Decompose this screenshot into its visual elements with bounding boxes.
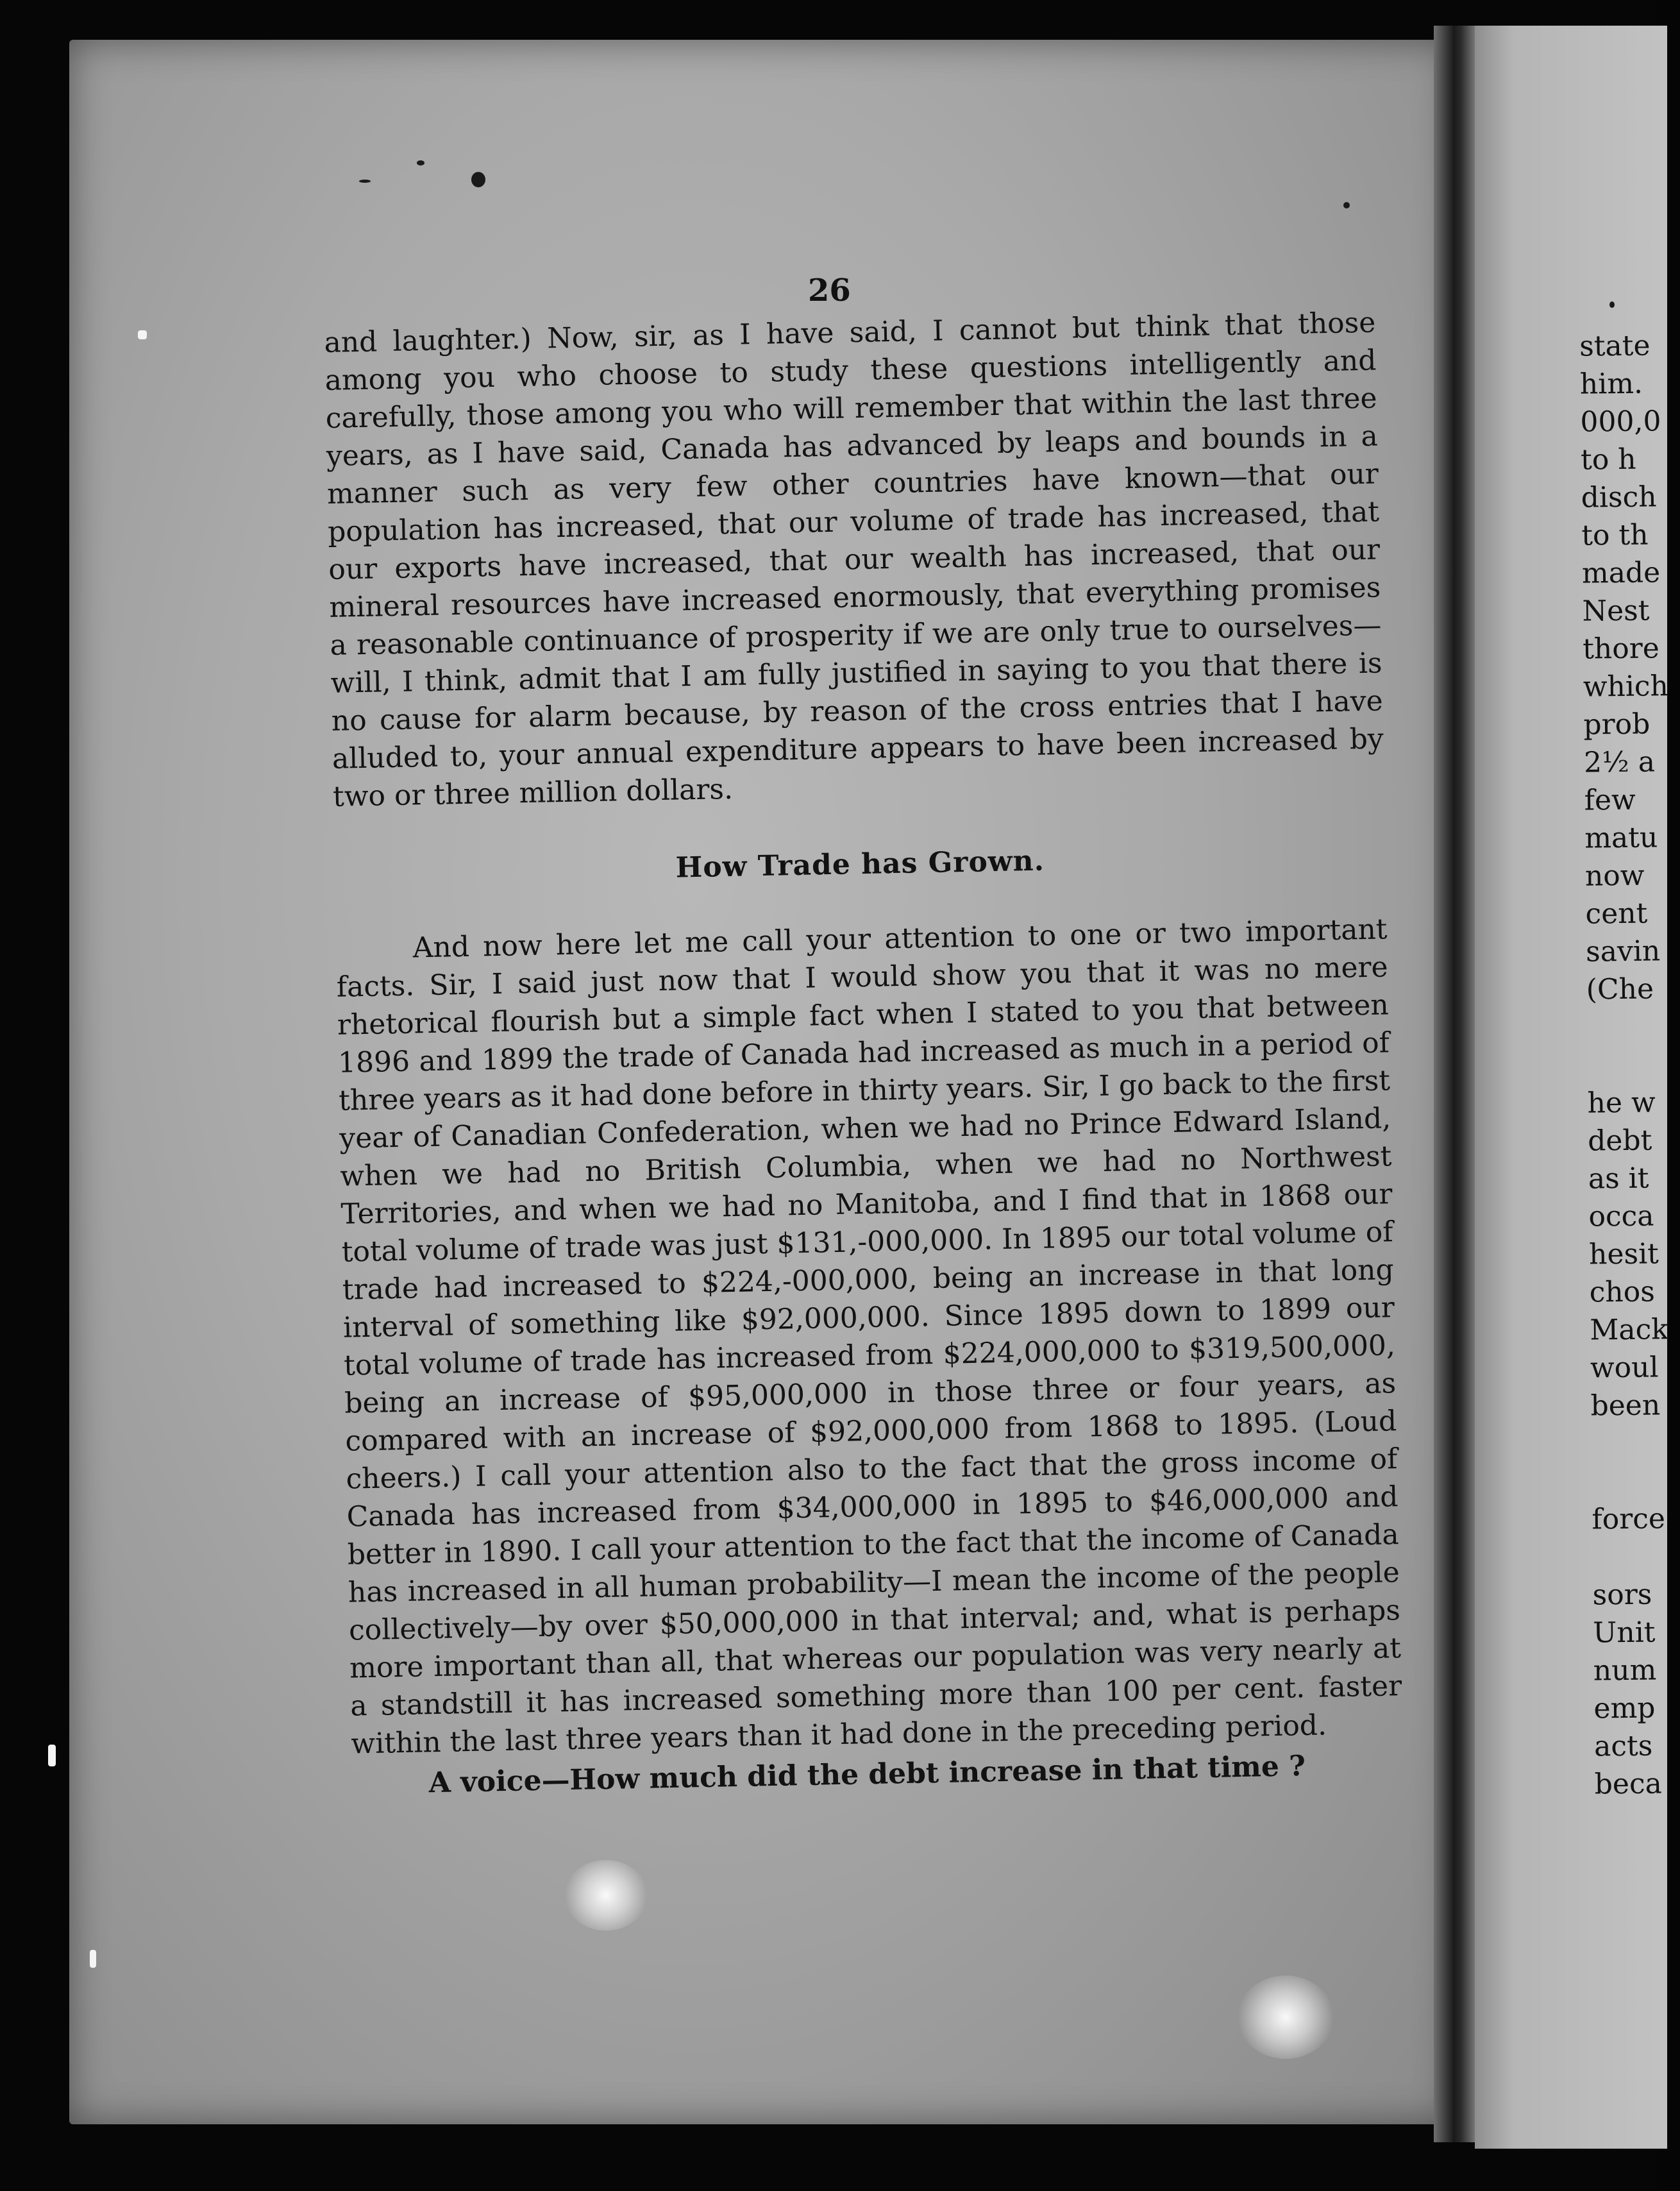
scan-mark [138,330,147,339]
scan-mark [90,1950,96,1968]
right-page-line: num [1593,1654,1657,1688]
light-glare [1238,1975,1334,2059]
right-page-line [1592,1537,1663,1576]
right-page-line: state [1579,329,1651,363]
right-page-line: to th [1581,518,1649,552]
right-page-line: Mack [1590,1313,1669,1347]
right-page-line: woul [1590,1351,1659,1385]
right-page-line: which [1583,670,1669,704]
right-page-line [1587,1045,1658,1084]
scan-mark [48,1745,56,1766]
right-page-line: beca [1594,1767,1663,1801]
main-text [324,304,1404,1804]
right-page-line: force [1592,1502,1666,1536]
right-page-line: acts [1593,1729,1653,1763]
ink-speck [471,172,485,187]
right-page-line [1586,1008,1658,1046]
right-page-line [1591,1424,1662,1462]
right-page-line: 2½ a [1583,745,1656,779]
right-page-line: thore [1582,632,1660,666]
paragraph: And now here let me call your attention to one or two important facts. Sir, I said just now that I would show you that it was no mere rhetorical flourish but a simple fact when I stated to you that between 1896 and 1899 the trade of Canada had increased as much in a period of three years as it had done before in thirty years. Sir, I go back to the first year of Canadian Confederation, when we had no Prince Edward Island, when we had no British Columbia, when we had no Northwest Territories, and when we had no Manitoba, and I find that in 1868 our total volume of trade was just $131,-000,000. In 1895 our total volume of trade had increased to $224,-000,000, being an increase in that long interval of something like $92,000,000. Since 1895 down to 1899 our total volume of trade has increased from $224,000,000 to $319,500,000, being an increase of $95,000,000 in those three or four years, as compared with an increase of $92,000,000 from 1868 to 1895. (Loud cheers.) I call your attention also to the fact that the gross income of Canada has increased from $34,000,000 in 1895 to $46,000,000 and better in 1890. I call your attention to the fact that the income of Canada has increased in all human probability—I mean the income of the people collectively—by over $50,000,000 in that interval; and, what is perhaps more important than all, that whereas our population was very nearly at a standstill it has increased something more than 100 per cent. faster within the last three years than it had done in the preceding period. [336,913,1402,1761]
right-page-line: few [1584,783,1636,817]
ink-speck [1609,301,1615,308]
right-page-line: disch [1581,480,1657,514]
right-page-line [1591,1462,1662,1500]
voice-line: A voice—How much did the debt increase in that time ? [428,1750,1306,1800]
right-page-line: made [1581,556,1661,590]
ink-speck [417,160,424,165]
right-page-line: been [1590,1389,1661,1423]
right-page-line: occa [1588,1199,1654,1233]
right-page-line: him. [1579,367,1643,401]
right-page-line: as it [1588,1162,1649,1196]
ink-speck [1343,202,1350,208]
book-gutter [1434,26,1479,2142]
right-page-line: prob [1583,707,1651,741]
right-page-line: to h [1580,443,1636,477]
right-page-line: he w [1587,1086,1656,1120]
right-page-line: debt [1587,1124,1652,1158]
right-page-line: 000,0 [1580,405,1661,439]
ink-speck [359,180,371,183]
right-page-line: sors [1592,1578,1652,1612]
right-page-line: emp [1593,1691,1656,1725]
light-glare [564,1860,648,1931]
right-page-line: Nest [1582,594,1650,628]
right-page-line: Unit [1593,1616,1656,1650]
section-heading: How Trade has Grown. [675,844,1045,884]
right-page-line: now [1584,859,1645,893]
right-page-line: cent [1585,897,1648,931]
right-page-line: matu [1584,821,1658,855]
paragraph: and laughter.) Now, sir, as I have said, I cannot but think that those among you who choose to study these questions intelligently and carefully, those among you who will remember that within the last three years, as I have said, Canada has advanced by leaps and bounds in a manner such as very few other countries have known—that our population has increased, that our volume of trade has increased, that our exports have increased, that our wealth has increased, that our mineral resources have increased enormously, that everything promises a reasonable continuance of prosperity if we are only true to ourselves—will, I think, admit that I am fully justified in saying to you that there is no cause for alarm because, by reason of the cross entries that I have alluded to, your annual expenditure appears to have been increased by two or three million dollars. [324,306,1384,813]
right-page-line: chos [1589,1275,1656,1309]
right-page-line: savin [1585,935,1661,969]
right-page-line: (Che [1586,972,1654,1006]
right-page-line: hesit [1588,1237,1659,1271]
page-number: 26 [808,273,851,309]
